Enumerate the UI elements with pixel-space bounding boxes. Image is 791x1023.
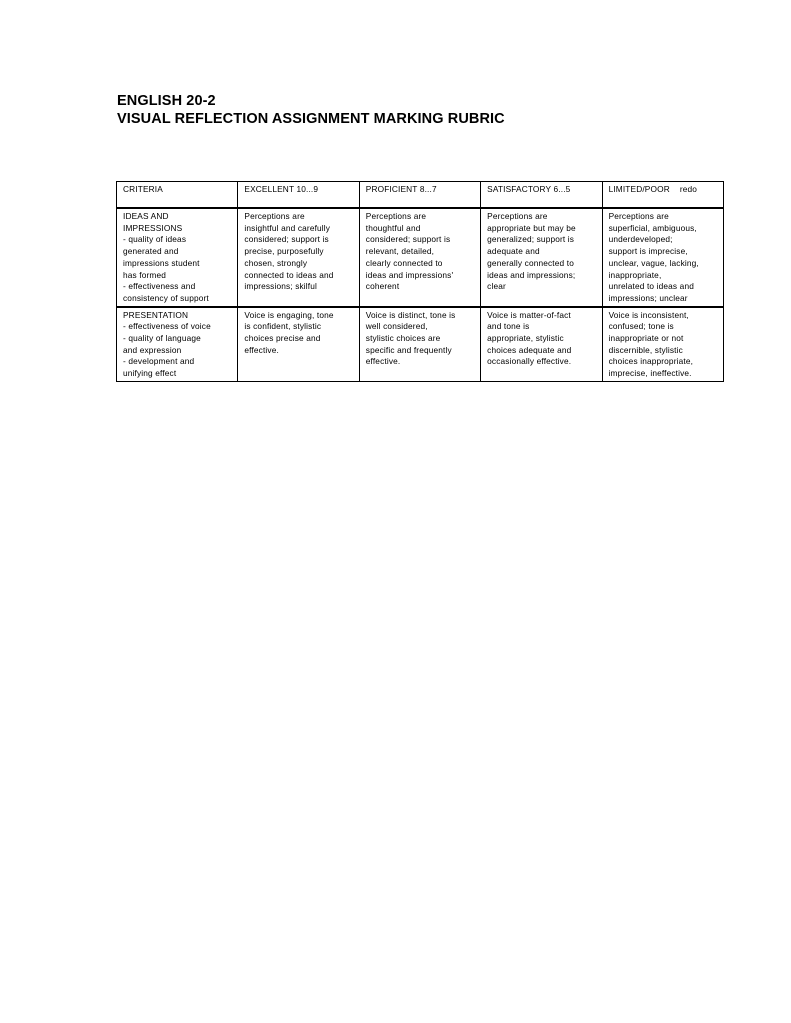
cell-text-line: - quality of ideas bbox=[123, 234, 187, 245]
cell-text-line: discernible, stylistic bbox=[608, 344, 683, 355]
cell-text-line: coherent bbox=[365, 281, 400, 292]
cell-text-line: imprecise, ineffective. bbox=[608, 368, 692, 379]
cell-text-line: Perceptions are bbox=[608, 211, 669, 221]
cell-text-line: underdeveloped; bbox=[608, 234, 673, 245]
cell-text-line: insightful and carefully bbox=[244, 222, 331, 233]
header-proficient bbox=[359, 182, 480, 209]
header-limited bbox=[602, 182, 723, 209]
header-criteria-label: CRITERIA bbox=[123, 184, 163, 194]
cell-text-line: choices precise and bbox=[244, 333, 321, 344]
cell-satisfactory bbox=[481, 208, 602, 307]
cell-text-line: unclear, vague, lacking, bbox=[608, 257, 699, 268]
cell-text-line: is confident, stylistic bbox=[244, 321, 322, 332]
cell-text-line: precise, purposefully bbox=[244, 246, 324, 257]
cell-text-line: confused; tone is bbox=[608, 321, 674, 332]
cell-text-line: clear bbox=[487, 281, 506, 292]
header-excellent-label: EXCELLENT 10...9 bbox=[244, 184, 319, 194]
rubric-row-presentation bbox=[117, 307, 724, 382]
cell-text-line: consistency of support bbox=[123, 292, 209, 303]
cell-text-line: - effectiveness of voice bbox=[123, 321, 211, 332]
cell-text-line: appropriate but may be bbox=[487, 222, 576, 233]
cell-text-line: relevant, detailed, bbox=[365, 246, 435, 257]
rubric-row-ideas bbox=[117, 208, 724, 307]
cell-text-line: occasionally effective. bbox=[487, 356, 572, 367]
cell-text-line: Voice is inconsistent, bbox=[608, 309, 689, 320]
cell-text-line: - development and bbox=[123, 356, 195, 367]
cell-text-line: generated and bbox=[123, 246, 179, 257]
cell-text-line: clearly connected to bbox=[365, 257, 443, 268]
cell-proficient bbox=[359, 208, 480, 307]
cell-text-line: support is imprecise, bbox=[608, 246, 688, 257]
cell-text-line: superficial, ambiguous, bbox=[608, 222, 697, 233]
cell-text-line: Perceptions are bbox=[487, 211, 548, 221]
document-title bbox=[117, 92, 505, 128]
cell-satisfactory bbox=[481, 307, 602, 382]
cell-text-line: adequate and bbox=[487, 246, 540, 257]
cell-text-line: generally connected to bbox=[487, 257, 574, 268]
cell-text-line: Perceptions are bbox=[244, 211, 305, 221]
cell-text-line: stylistic choices are bbox=[365, 333, 441, 344]
cell-text-line: choices inappropriate, bbox=[608, 356, 694, 367]
cell-text-line: connected to ideas and bbox=[244, 269, 334, 280]
cell-text-line: PRESENTATION bbox=[123, 309, 189, 320]
cell-proficient bbox=[359, 307, 480, 382]
cell-text-line: choices adequate and bbox=[487, 344, 572, 355]
cell-text-line: inappropriate, bbox=[608, 269, 662, 280]
cell-text-line: unrelated to ideas and bbox=[608, 281, 694, 292]
cell-text-line: specific and frequently bbox=[365, 344, 452, 355]
header-criteria bbox=[117, 182, 238, 209]
cell-text-line: effective. bbox=[244, 344, 279, 355]
cell-text-line: ideas and impressions; bbox=[487, 269, 576, 280]
cell-text-line: IMPRESSIONS bbox=[123, 222, 183, 233]
cell-text-line: chosen, strongly bbox=[244, 257, 308, 268]
cell-text-line: - quality of language bbox=[123, 333, 201, 344]
cell-text-line: considered; support is bbox=[244, 234, 329, 245]
header-excellent bbox=[238, 182, 359, 209]
cell-text-line: impressions student bbox=[123, 257, 200, 268]
cell-limited bbox=[602, 208, 723, 307]
header-satisfactory bbox=[481, 182, 602, 209]
cell-text-line: effective. bbox=[365, 356, 401, 367]
cell-excellent bbox=[238, 208, 359, 307]
cell-text-line: Perceptions are bbox=[365, 211, 427, 221]
cell-text-line: IDEAS AND bbox=[123, 211, 169, 221]
header-limited-label: LIMITED/POOR bbox=[608, 184, 670, 194]
cell-text-line: well considered, bbox=[365, 321, 428, 332]
cell-text-line: inappropriate or not bbox=[608, 333, 684, 344]
cell-text-line: - effectiveness and bbox=[123, 281, 196, 292]
cell-text-line: appropriate, stylistic bbox=[487, 333, 564, 344]
marking-rubric-table bbox=[116, 181, 724, 382]
cell-criteria bbox=[117, 208, 238, 307]
cell-text-line: unifying effect bbox=[123, 368, 177, 379]
cell-text-line: impressions; unclear bbox=[608, 292, 688, 303]
cell-text-line: has formed bbox=[123, 269, 167, 280]
cell-text-line: Voice is distinct, tone is bbox=[365, 309, 456, 320]
cell-text-line: ideas and impressions' bbox=[365, 269, 454, 280]
cell-limited bbox=[602, 307, 723, 382]
rubric-header-row bbox=[117, 182, 724, 209]
rubric-title: VISUAL REFLECTION ASSIGNMENT MARKING RUBRIC bbox=[117, 111, 505, 127]
cell-text-line: generalized; support is bbox=[487, 234, 575, 245]
course-title: ENGLISH 20-2 bbox=[117, 93, 216, 109]
cell-excellent bbox=[238, 307, 359, 382]
cell-text-line: thoughtful and bbox=[365, 222, 421, 233]
cell-text-line: Voice is matter-of-fact bbox=[487, 309, 571, 320]
cell-criteria bbox=[117, 307, 238, 382]
cell-text-line: and tone is bbox=[487, 321, 530, 332]
header-proficient-label: PROFICIENT 8...7 bbox=[365, 184, 437, 194]
header-limited-redo: redo bbox=[679, 184, 698, 194]
cell-text-line: Voice is engaging, tone bbox=[244, 309, 334, 320]
header-satisfactory-label: SATISFACTORY 6...5 bbox=[487, 184, 571, 194]
cell-text-line: and expression bbox=[123, 344, 182, 355]
cell-text-line: considered; support is bbox=[365, 234, 451, 245]
cell-text-line: impressions; skilful bbox=[244, 281, 318, 292]
